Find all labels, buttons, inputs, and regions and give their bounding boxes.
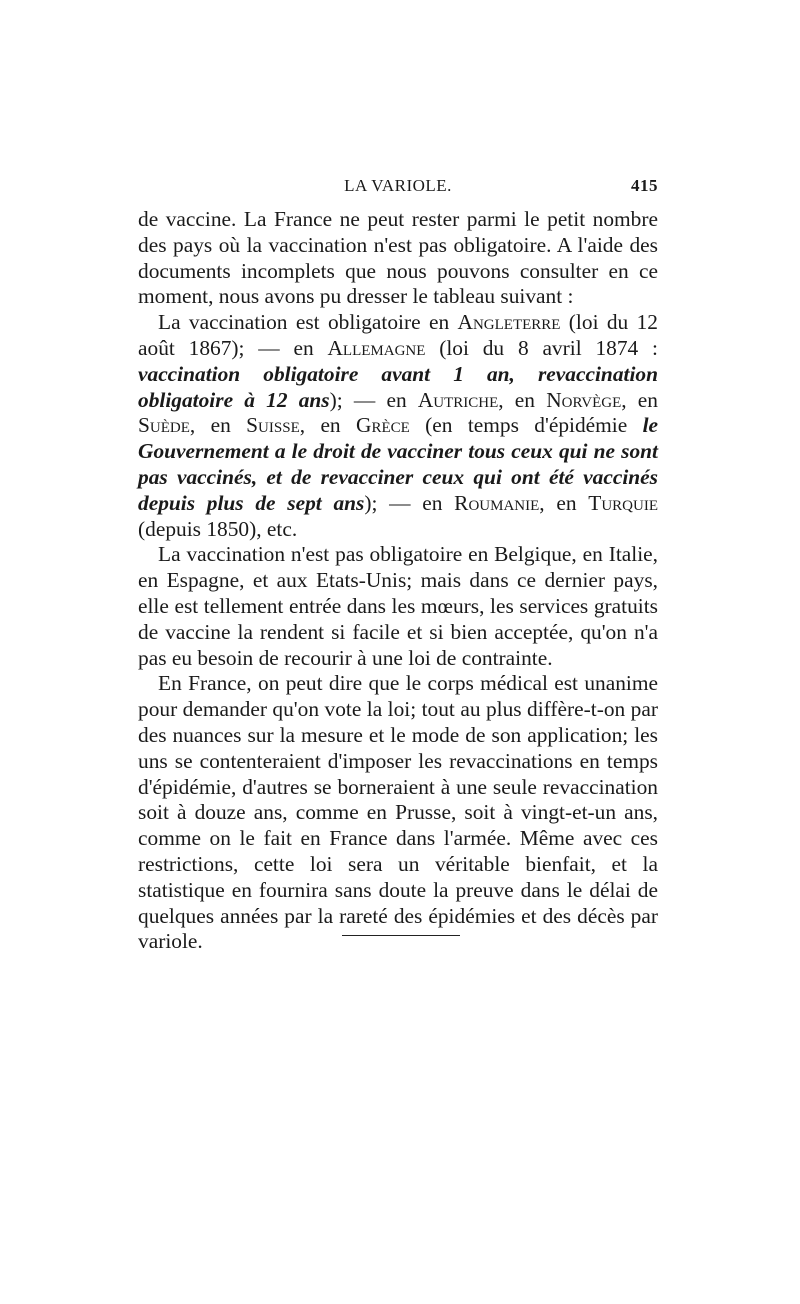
p2-text-12: (depuis 1850), etc. [138,516,298,541]
country-allemagne: Allemagne [327,335,426,360]
p2-text-10: ); — en [364,490,455,515]
body-text [138,207,658,955]
country-suede: Suède [138,413,190,438]
country-roumanie: Roumanie [454,490,540,515]
p2-text-9: (en temps d'épidémie [409,413,643,438]
p2-text-3: (loi du 8 avril 1874 : [425,335,658,360]
country-norvege: Norvège [546,387,622,412]
p2-text-4: ); — en [329,387,418,412]
country-suisse: Suisse [246,413,300,438]
page-number: 415 [631,176,658,195]
p2-text-5: , en [498,387,547,412]
p2-text-8: , en [299,413,356,438]
paragraph-2 [138,310,658,542]
country-angleterre: Angleterre [457,310,561,335]
p2-text-7: , en [189,413,247,438]
paragraph-3: La vaccination n'est pas obligatoire en Belgique, en Italie, en Espagne, et aux Etats-Unis; mais dans ce dernier pays, elle est tellement entrée dans les mœurs, les services gratuits de vaccine la rendent si facile et si bien acceptée, qu'on n'a pas eu besoin de recourir à une loi de contrainte. [138,542,658,670]
country-turquie: Turquie [588,490,658,515]
country-grece: Grèce [356,413,410,438]
end-rule [342,935,460,936]
p2-italic-1: vaccination obligatoire avant 1 an, revaccination obligatoire à 12 ans [138,361,658,412]
country-autriche: Autriche [417,387,499,412]
p2-text-11: , en [539,490,589,515]
p2-text-2: (loi du 12 août 1867); — en [138,310,658,360]
paragraph-1: de vaccine. La France ne peut rester parmi le petit nombre des pays où la vaccination n'est pas obligatoire. A l'aide des documents incomplets que nous pouvons consulter en ce moment, nous avons pu dresser le tableau suivant : [138,207,658,309]
p2-italic-2: le Gouvernement a le droit de vacciner tous ceux qui ne sont pas vaccinés, et de revacciner ceux qui ont été vaccinés depuis plus de sept ans [138,413,659,515]
p2-text-1: La vaccination est obligatoire en [158,310,458,335]
p2-text-6: , en [621,387,658,412]
running-head [138,176,658,200]
paragraph-4: En France, on peut dire que le corps médical est unanime pour demander qu'on vote la loi; tout au plus diffère-t-on par des nuances sur la mesure et le mode de son application; les uns se contenteraient d'imposer les revaccinations en temps d'épidémie, d'autres se borneraient à une seule revaccination soit à douze ans, comme en Prusse, soit à vingt-et-un ans, comme on le fait en France dans l'armée. Même avec ces restrictions, cette loi sera un véritable bienfait, et la statistique en fournira sans doute la preuve dans le délai de quelques années par la rareté des épidémies et des décès par variole. [138,671,658,954]
running-title: LA VARIOLE. [344,176,452,195]
